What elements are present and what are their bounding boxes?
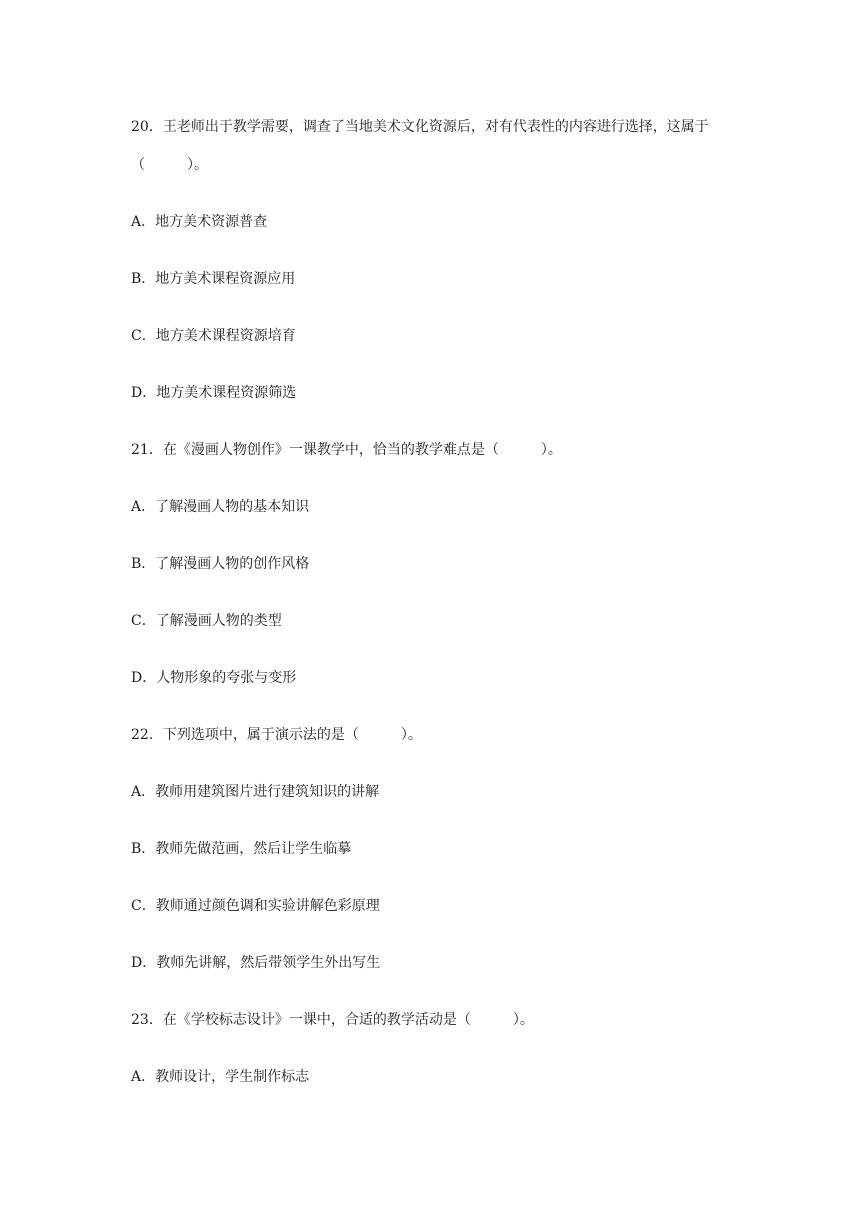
question-22 bbox=[131, 725, 741, 1010]
option-b: B．教师先做范画，然后让学生临摹 bbox=[131, 841, 352, 857]
option-c: C．教师通过颜色调和实验讲解色彩原理 bbox=[131, 898, 380, 914]
question-stem: 21．在《漫画人物创作》一课教学中，恰当的教学难点是（ ）。 bbox=[131, 442, 562, 458]
option-d: D．教师先讲解，然后带领学生外出写生 bbox=[131, 955, 381, 971]
option-c: C．了解漫画人物的类型 bbox=[131, 613, 282, 629]
question-stem: 20．王老师出于教学需要，调查了当地美术文化资源后，对有代表性的内容进行选择，这属于（ ）。 bbox=[131, 119, 709, 173]
question-stem: 22．下列选项中，属于演示法的是（ ）。 bbox=[131, 727, 422, 743]
question-21 bbox=[131, 440, 741, 725]
option-b: B．了解漫画人物的创作风格 bbox=[131, 556, 310, 572]
question-list bbox=[131, 117, 741, 1087]
question-20 bbox=[131, 108, 741, 440]
option-d: D．人物形象的夸张与变形 bbox=[131, 670, 297, 686]
option-a: A．了解漫画人物的基本知识 bbox=[131, 499, 310, 515]
option-d: D．地方美术课程资源筛选 bbox=[131, 385, 297, 401]
option-a: A．教师设计，学生制作标志 bbox=[131, 1069, 310, 1085]
question-stem: 23．在《学校标志设计》一课中，合适的教学活动是（ ）。 bbox=[131, 1012, 534, 1028]
question-23 bbox=[131, 1010, 741, 1087]
option-a: A．教师用建筑图片进行建筑知识的讲解 bbox=[131, 784, 380, 800]
option-b: B．地方美术课程资源应用 bbox=[131, 271, 296, 287]
option-c: C．地方美术课程资源培育 bbox=[131, 328, 296, 344]
option-a: A．地方美术资源普查 bbox=[131, 214, 268, 230]
